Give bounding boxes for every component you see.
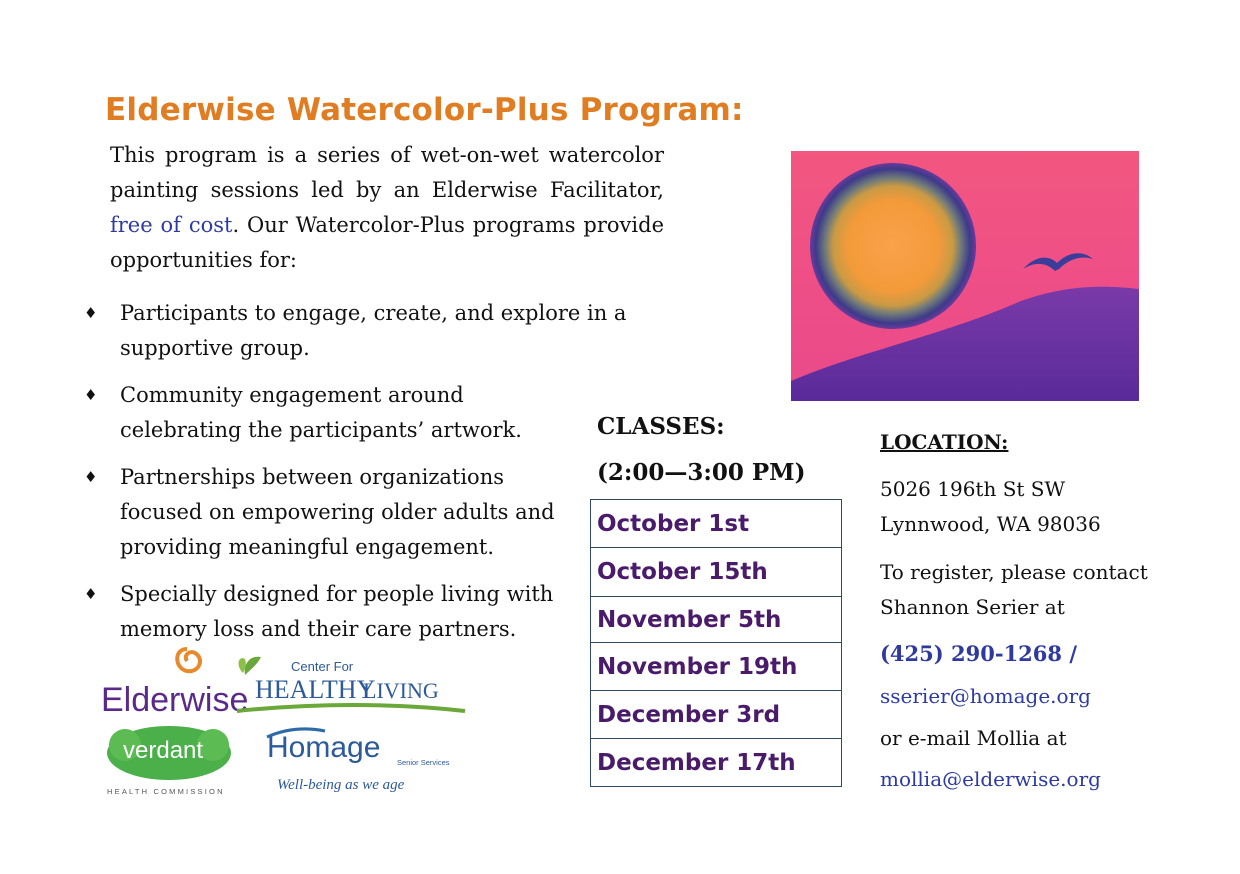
address-line: 5026 196th St SW (880, 477, 1066, 501)
health-commission-text: HEALTH COMMISSION (107, 787, 225, 796)
healthy-text: HEALTHY (255, 675, 376, 704)
email-link[interactable]: mollia@elderwise.org (880, 767, 1101, 791)
verdant-logo (107, 726, 231, 796)
elderwise-logo-text: Elderwise (101, 681, 249, 719)
class-date-row: November 19th (591, 643, 841, 691)
center-for-healthy-living-logo (237, 657, 465, 711)
class-date-row: December 3rd (591, 691, 841, 739)
homage-logo (267, 729, 450, 793)
address-line: Lynnwood, WA 98036 (880, 512, 1101, 536)
bullet-line: memory loss and their care partners. (120, 617, 517, 641)
bullet-line: celebrating the participants’ artwork. (120, 418, 522, 442)
homage-tagline-text: Well-being as we age (277, 777, 405, 793)
class-date-row: November 5th (591, 597, 841, 643)
bullet-line: Specially designed for people living with (120, 582, 554, 606)
register-text: Shannon Serier at (880, 595, 1065, 619)
bullet-line: Community engagement around (120, 383, 464, 407)
class-date-row: December 17th (597, 749, 796, 776)
register-text: To register, please contact (880, 560, 1148, 584)
diamond-bullet-icon: ♦ (84, 585, 98, 603)
bullet-line: supportive group. (120, 336, 310, 360)
location-label: LOCATION: (880, 430, 1009, 454)
class-date-row: October 15th (591, 548, 841, 597)
email-link[interactable]: sserier@homage.org (880, 684, 1091, 708)
class-date-row: October 1st (591, 500, 841, 548)
phone-number: (425) 290-1268 / (880, 641, 1077, 666)
verdant-logo-text: verdant (123, 737, 204, 764)
or-email-text: or e-mail Mollia at (880, 726, 1067, 750)
intro-text-end: . Our Watercolor-Plus programs provide opportunities for: (110, 213, 665, 272)
bullet-line: focused on empowering older adults and (120, 500, 555, 524)
diamond-bullet-icon: ♦ (84, 304, 98, 322)
senior-services-text: Senior Services (397, 758, 450, 767)
diamond-bullet-icon: ♦ (84, 386, 98, 404)
center-for-text: Center For (291, 659, 354, 674)
bullet-line: Participants to engage, create, and explore in a (120, 301, 627, 325)
elderwise-logo (101, 649, 248, 719)
intro-text: This program is a series of wet-on-wet watercolor painting sessions led by an Elderwise Facilitator, (110, 143, 664, 202)
classes-heading (597, 404, 806, 496)
homage-logo-text: Homage (267, 731, 381, 764)
living-text: LIVING (363, 678, 439, 703)
classes-label: CLASSES: (597, 413, 725, 440)
classes-time: (2:00—3:00 PM) (597, 459, 806, 486)
bullet-line: Partnerships between organizations (120, 465, 504, 489)
watercolor-painting-image (791, 151, 1139, 401)
free-of-cost-text: free of cost (110, 213, 233, 237)
intro-paragraph (110, 138, 664, 278)
diamond-bullet-icon: ♦ (84, 468, 98, 486)
class-dates-table (590, 499, 842, 787)
partner-logos (95, 645, 475, 805)
bullet-line: providing meaningful engagement. (120, 535, 495, 559)
page-title: Elderwise Watercolor-Plus Program: (105, 92, 744, 128)
